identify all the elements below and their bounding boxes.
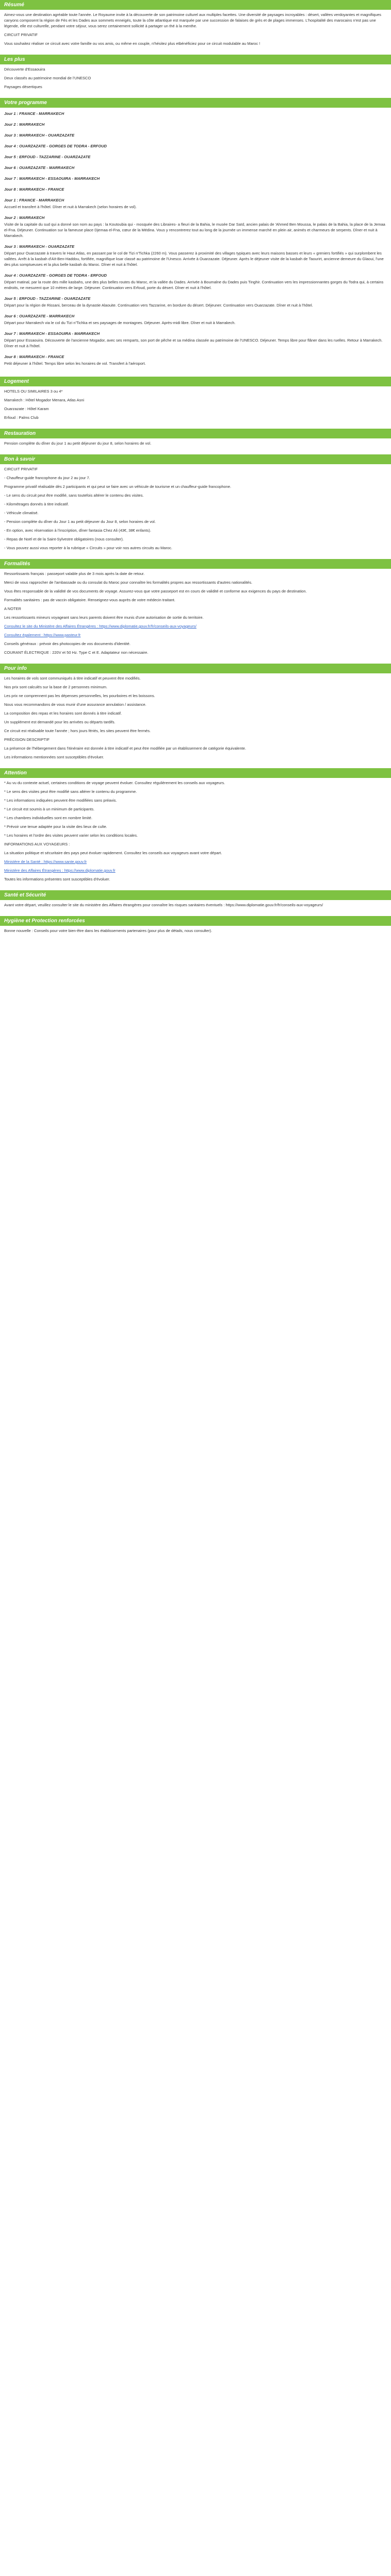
attention-link[interactable]: Ministère des Affaires Étrangères : https://www.diplomatie.gouv.fr xyxy=(4,868,116,873)
day-title: Jour 3 : MARRAKECH - OUARZAZATE xyxy=(4,133,75,138)
day-text: Départ pour Marrakech via le col du Tizi n'Tichka et ses paysages de montagnes. Déjeuner. Après-midi libre. Dîner et nuit à Marrakech. xyxy=(4,320,236,325)
attention-line: * Les horaires et l'ordre des visites peuvent varier selon les conditions locales. xyxy=(4,833,138,838)
pourinfo-line: Ce circuit est réalisable toute l'année ; hors jours fériés, les sites peuvent être fermés. xyxy=(4,728,151,733)
formalites-link[interactable]: Consultez le site du Ministère des Affaires Étrangères : https://www.diplomatie.gouv.fr/fr/conseils-aux-voyageurs/ xyxy=(4,624,197,629)
formalites-line: Vous êtes responsable de la validité de vos documents de voyage. Assurez-vous que votre passeport est en cours de validité et conforme aux exigences du pays de destination. xyxy=(4,589,307,594)
formalites-line: Conseils généraux : prévoir des photocopies de vos documents d'identité. xyxy=(4,641,131,646)
logement-line: Ouarzazate : Hôtel Karam xyxy=(4,406,49,411)
day-text: Petit déjeuner à l'hôtel. Temps libre selon les horaires de vol. Transfert à l'aéroport. xyxy=(4,361,146,366)
pourinfo-section xyxy=(0,673,391,768)
section-header-sante: Santé et Sécurité xyxy=(0,890,391,900)
formalites-line: Merci de vous rapprocher de l'ambassade ou du consulat du Maroc pour connaître les formalités propres aux ressortissants d'autres nationalités. xyxy=(4,580,253,585)
formalites-line: Ressortissants français : passeport valable plus de 3 mois après la date de retour. xyxy=(4,571,145,576)
day-title: Jour 2 : MARRAKECH xyxy=(4,122,45,127)
section-header-logement: Logement xyxy=(0,377,391,386)
day-title: Jour 1 : FRANCE - MARRAKECH xyxy=(4,111,64,116)
attention-line: La situation politique et sécuritaire des pays peut évoluer rapidement. Consultez les conseils aux voyageurs avant votre départ. xyxy=(4,851,222,855)
attention-line: Toutes les informations présentes sont susceptibles d'évoluer. xyxy=(4,877,110,882)
day-text: Départ pour Essaouira. Découverte de l'ancienne Mogador, avec ses remparts, son port de pêche et sa médina classée au patrimoine de l'UNESCO. Déjeuner. Temps libre pour flâner dans les ruelles. Retour à Marrakech. Dîner et nuit à l'hôtel. xyxy=(4,338,383,348)
section-header-bonasavoir: Bon à savoir xyxy=(0,454,391,464)
bonasavoir-line: - En option, avec réservation à l'inscription, dîner fantasia Chez Ali (43€, 38€ enfants). xyxy=(4,528,151,533)
section-header-hygiene: Hygiène et Protection renforcées xyxy=(0,916,391,926)
pourinfo-line: Les informations mentionnées sont susceptibles d'évoluer. xyxy=(4,755,104,759)
day-title: Jour 1 : FRANCE - MARRAKECH xyxy=(4,198,64,202)
attention-line: * Prévoir une tenue adaptée pour la visite des lieux de culte. xyxy=(4,824,107,829)
bonasavoir-line: - Chauffeur-guide francophone du jour 2 au jour 7. xyxy=(4,476,90,480)
section-header-plus: Les plus xyxy=(0,55,391,64)
pourinfo-line: La présence de l'hébergement dans l'itinéraire est donnée à titre indicatif et peut être modifiée par un établissement de catégorie équivalente. xyxy=(4,746,246,751)
formalites-line: Formalités sanitaires : pas de vaccin obligatoire. Renseignez-vous auprès de votre médecin traitant. xyxy=(4,598,175,602)
logement-line: HOTELS OU SIMILAIRES 3 ou 4* xyxy=(4,389,63,394)
bonasavoir-line: - Véhicule climatisé. xyxy=(4,511,39,515)
plus-item: Paysages désertiques xyxy=(4,84,42,89)
attention-section xyxy=(0,778,391,890)
logement-line: Erfoud : Palms Club xyxy=(4,415,39,420)
plus-item: Deux classés au patrimoine mondial de l'UNESCO xyxy=(4,76,91,80)
pourinfo-line: La composition des repas et les horaires sont donnés à titre indicatif. xyxy=(4,711,122,716)
attention-line: * Les chambres individuelles sont en nombre limité. xyxy=(4,816,92,820)
day-title: Jour 7 : MARRAKECH - ESSAOUIRA - MARRAKECH xyxy=(4,176,100,181)
day-title: Jour 2 : MARRAKECH xyxy=(4,215,45,220)
day-title: Jour 6 : OUARZAZATE - MARRAKECH xyxy=(4,165,75,170)
restauration-section xyxy=(0,438,391,454)
section-header-pourinfo: Pour info xyxy=(0,664,391,673)
restauration-text: Pension complète du dîner du jour 1 au petit déjeuner du jour 8, selon horaires de vol. xyxy=(4,441,152,446)
day-text: Départ pour Ouarzazate à travers le Haut Atlas, en passant par le col de Tizi n'Tichka (2260 m). Vous passerez à proximité des villages typiques avec leurs maisons basses et leurs « greniers fortifiés » qui surplombent les vallées. Arrêt à la kasbah d'Aït-Ben-Haddou, fortifiée, magnifique ksar classé au patrimoine de l'Unesco. Arrivée à Ouarzazate. Déjeuner. Après le déjeuner visite de la kasbah de Taourirt, ancienne demeure du Glaoui, l'une des plus somptueuses et la plus belle kasbah du Maroc. Dîner et nuit à l'hôtel. xyxy=(4,251,384,267)
resume-circuit-label: CIRCUIT PRIVATIF xyxy=(4,32,38,37)
plus-item: Découverte d'Essaouira xyxy=(4,67,45,72)
bonasavoir-line: Programme privatif réalisable dès 2 participants et qui peut se faire avec un véhicule de tourisme et un chauffeur-guide francophone. xyxy=(4,484,232,489)
formalites-link[interactable]: Consultez également : https://www.pasteur.fr xyxy=(4,633,81,637)
bonasavoir-line: - Repas de Noël et de la Saint-Sylvestre obligatoires (nous consulter). xyxy=(4,537,124,541)
resume-intro: Aimez-vous une destination agréable toute l'année. Le Royaume invite à la découverte de son patrimoine culturel aux multiples facettes. Une diversité de paysages incroyables : désert, vallées verdoyantes et magnifiques canyons composent la région de Fès et les Dades aux sommets enneigés, toute la côte atlantique est marquée par une succession de falaises de grès et de plages immenses. L'hospitalité des marocains n'est pas une légende, elle est culturelle, pendant votre séjour, vous serez certainement sollicité à partager un thé à la menthe. xyxy=(4,12,382,28)
bonasavoir-section xyxy=(0,464,391,559)
programme-section xyxy=(0,108,391,377)
day-title: Jour 8 : MARRAKECH - FRANCE xyxy=(4,354,64,359)
attention-line: INFORMATIONS AUX VOYAGEURS : xyxy=(4,842,70,846)
formalites-line: A NOTER xyxy=(4,606,21,611)
pourinfo-line: Les horaires de vols sont communiqués à titre indicatif et peuvent être modifiés. xyxy=(4,676,141,681)
hygiene-section xyxy=(0,926,391,942)
attention-line: * Au vu du contexte actuel, certaines conditions de voyage peuvent évoluer. Consultez régulièrement les conseils aux voyageurs. xyxy=(4,781,225,785)
section-header-programme: Votre programme xyxy=(0,98,391,108)
logement-section xyxy=(0,386,391,429)
pourinfo-line: Un supplément est demandé pour les arrivées ou départs tardifs. xyxy=(4,720,116,724)
bonasavoir-line: - Kilométrages donnés à titre indicatif. xyxy=(4,502,69,506)
sante-text: Avant votre départ, veuillez consulter le site du ministère des Affaires étrangères pour connaître les risques sanitaires éventuels : https://www.diplomatie.gouv.fr/fr/conseils-aux-voyageurs/ xyxy=(4,903,323,907)
pourinfo-line: PRÉCISION DESCRIPTIF xyxy=(4,737,50,742)
formalites-line: Les ressortissants mineurs voyageant sans leurs parents doivent être munis d'une autorisation de sortie du territoire. xyxy=(4,615,204,620)
attention-line: * Les informations indiquées peuvent être modifiées sans préavis. xyxy=(4,798,117,803)
day-title: Jour 5 : ERFOUD - TAZZARINE - OUARZAZATE xyxy=(4,296,91,301)
hygiene-text: Bonne nouvelle : Conseils pour votre bien-être dans les établissements partenaires (pour plus de détails, nous consulter). xyxy=(4,928,213,933)
bonasavoir-line: - Pension complète du dîner du Jour 1 au petit déjeuner du Jour 8, selon horaires de vol. xyxy=(4,519,156,524)
bonasavoir-line: - Vous pouvez aussi vous reporter à la rubrique « Circuits » pour voir nos autres circuits au Maroc. xyxy=(4,546,172,550)
formalites-line: COURANT ÉLECTRIQUE : 220V et 50 Hz. Type C et E. Adaptateur non nécessaire. xyxy=(4,650,149,655)
formalites-section xyxy=(0,569,391,664)
sante-section xyxy=(0,900,391,916)
resume-circuit-text: Vous souhaitez réaliser ce circuit avec votre famille ou vos amis, ou même en couple, n'hésitez plus etbénéficiez pour ce circuit modulable au Maroc ! xyxy=(4,41,260,46)
section-header-formalites: Formalités xyxy=(0,559,391,569)
attention-line: * Le circuit est soumis à un minimum de participants. xyxy=(4,807,95,811)
day-text: Accueil et transfert à l'hôtel. Dîner et nuit à Marrakech (selon horaires de vol). xyxy=(4,205,137,209)
attention-line: * Le sens des visites peut être modifié sans altérer le contenu du programme. xyxy=(4,789,137,794)
trip-page xyxy=(0,0,391,942)
resume-section xyxy=(0,10,391,55)
bonasavoir-line: CIRCUIT PRIVATIF xyxy=(4,467,38,471)
bonasavoir-line: - Le sens du circuit peut être modifié, sans toutefois altérer le contenu des visites. xyxy=(4,493,144,498)
day-title: Jour 3 : MARRAKECH - OUARZAZATE xyxy=(4,244,75,249)
day-text: Départ pour la région de Rissani, berceau de la dynastie Alaouite. Continuation vers Tazzarine, en bordure du désert. Déjeuner. Continuation vers Ouarzazate. Dîner et nuit à l'hôtel. xyxy=(4,303,313,308)
day-text: Visite de la capitale du sud qui a donné son nom au pays : la Koutoubia qui - mosquée des Libraires- a fleuri de la Bahia, le musée Dar Saïd, ancien palais de 'Ahmed Ben Moussa, le palais de la Bahia, la place de la Jemaa el-Fna. Déjeuner. Continuation sur la fameuse place Djemaa el-Fna, cœur de la Médina. Vous y rencontrerez tout au long de la journée un immense marché en plein air, animés et charmeurs de serpents. Dîner et nuit à Marrakech. xyxy=(4,222,385,238)
pourinfo-line: Les prix ne comprennent pas les dépenses personnelles, les pourboires et les boissons. xyxy=(4,693,155,698)
plus-section xyxy=(0,64,391,98)
pourinfo-line: Nous vous recommandons de vous munir d'une assurance annulation / assistance. xyxy=(4,702,146,707)
logement-line: Marrakech : Hôtel Mogador Menara, Atlas Asni xyxy=(4,398,85,402)
attention-link[interactable]: Ministère de la Santé : https://www.sante.gouv.fr xyxy=(4,859,87,864)
day-title: Jour 4 : OUARZAZATE - GORGES DE TODRA - ERFOUD xyxy=(4,144,107,148)
day-title: Jour 5 : ERFOUD - TAZZARINE - OUARZAZATE xyxy=(4,155,91,159)
day-text: Départ matinal, par la route des mille kasbahs, une des plus belles routes du Maroc, et la vallée du Dades. Arrivée à Boumalne du Dades puis Tinghir. Continuation vers les impressionnantes gorges du Todra qui, à certains endroits, ne mesurent que 10 mètres de large. Déjeuner. Continuation vers Erfoud, porte du désert. Dîner et nuit à l'hôtel. xyxy=(4,280,384,290)
section-header-attention: Attention xyxy=(0,768,391,778)
pourinfo-line: Nos prix sont calculés sur la base de 2 personnes minimum. xyxy=(4,685,108,689)
day-title: Jour 6 : OUARZAZATE - MARRAKECH xyxy=(4,314,75,318)
day-title: Jour 8 : MARRAKECH - FRANCE xyxy=(4,187,64,192)
section-header-restauration: Restauration xyxy=(0,429,391,438)
section-header-resume: Résumé xyxy=(0,0,391,10)
day-title: Jour 7 : MARRAKECH - ESSAOUIRA - MARRAKECH xyxy=(4,331,100,336)
day-title: Jour 4 : OUARZAZATE - GORGES DE TODRA - ERFOUD xyxy=(4,273,107,278)
